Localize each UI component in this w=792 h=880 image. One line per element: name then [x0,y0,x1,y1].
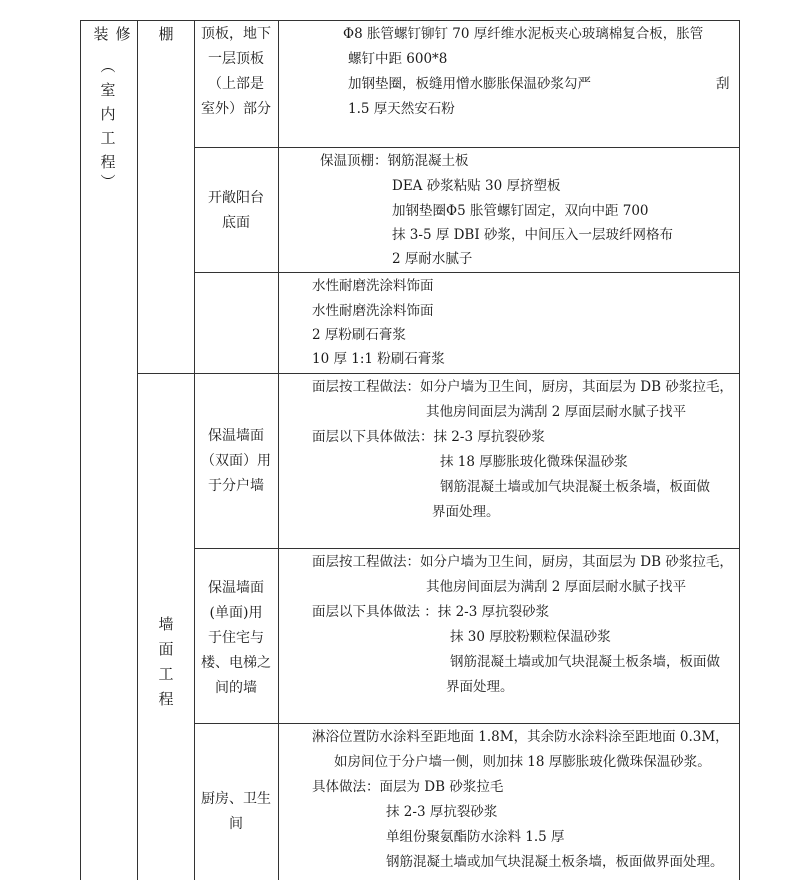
spec-line: 面层按工程做法：如分户墙为卫生间，厨房，其面层为 DB 砂浆拉毛， [312,554,733,570]
ceiling-section-label: 棚 [158,25,174,43]
spec-line: 界面处理。 [446,679,514,695]
spec-line: 其他房间面层为满刮 2 厚面层耐水腻子找平 [426,579,687,595]
col-divider-1 [137,20,138,880]
spec-line: 淋浴位置防水涂料至距地面 1.8M，其余防水涂料涂至距地面 0.3M， [312,729,729,745]
row-label-line: 保温墙面 [208,428,264,444]
spec-line: 2 厚粉刷石膏浆 [312,327,406,343]
spec-line: 界面处理。 [432,504,500,520]
row-divider-5 [194,723,740,724]
spec-line: 抹 2-3 厚抗裂砂浆 [386,804,498,820]
spec-line: 抹 3-5 厚 DBI 砂浆，中间压入一层玻纤网格布 [392,227,673,243]
row-label-line: 顶板，地下 [201,26,271,42]
wall-section-char: 墙 [158,615,174,633]
row-label-line: 一层顶板 [208,51,264,67]
spec-line: 具体做法：面层为 DB 砂浆拉毛 [312,779,504,795]
spec-line: DEA 砂浆粘贴 30 厚挤塑板 [392,178,561,194]
spec-line: 水性耐磨洗涂料饰面 [312,278,434,294]
spec-line: 1.5 厚天然安石粉 [348,101,455,117]
spec-line: 水性耐磨洗涂料饰面 [312,303,434,319]
spec-line: 抹 18 厚膨胀玻化微珠保温砂浆 [440,454,628,470]
spec-line-extra: 刮 [716,76,730,92]
category-char: ︵ [100,57,116,75]
spec-line: 其他房间面层为满刮 2 厚面层耐水腻子找平 [426,404,687,420]
category-char: 工 [100,129,116,147]
row-label-line: （上部是 [208,76,264,92]
table-border-right [739,20,740,880]
wall-section-char: 程 [158,690,174,708]
wall-section-char: 工 [158,665,174,683]
row-label-line: （双面）用 [201,453,271,469]
row-divider-4 [194,548,740,549]
spec-line: 加钢垫圈Φ5 胀管螺钉固定，双向中距 700 [392,203,649,219]
row-divider-2 [194,272,740,273]
table-border-top [80,20,740,21]
spec-line: 10 厚 1:1 粉刷石膏浆 [312,351,445,367]
spec-line: 单组份聚氨酯防水涂料 1.5 厚 [386,829,565,845]
spec-line: 钢筋混凝土墙或加气块混凝土板条墙，板面做界面处理。 [386,854,724,870]
spec-line: 如房间位于分户墙一侧，则加抹 18 厚膨胀玻化微珠保温砂浆。 [334,754,711,770]
row-label-line: 厨房、卫生 [201,791,271,807]
row-label-line: 开敞阳台 [208,190,264,206]
row-label-line: 间 [229,816,243,832]
category-char: 程 [100,153,116,171]
spec-line: 螺钉中距 600*8 [348,51,448,67]
col-divider-3 [278,20,279,880]
spec-line: 加钢垫圈，板缝用憎水膨胀保温砂浆勾严 [348,76,591,92]
row-divider-1 [194,147,740,148]
spec-line: 面层以下具体做法：抹 2-3 厚抗裂砂浆 [312,429,545,445]
category-char: 室 [100,81,116,99]
row-label-line: 于住宅与 [208,630,264,646]
spec-line: 钢筋混凝土墙或加气块混凝土板条墙，板面做 [440,479,710,495]
row-label-line: 楼、电梯之 [201,655,271,671]
spec-line: 保温顶棚：钢筋混凝土板 [320,153,469,169]
wall-section-char: 面 [158,640,174,658]
category-char: 修 [115,25,131,43]
row-label-line: 于分户墙 [208,478,264,494]
spec-line: 2 厚耐水腻子 [392,251,473,267]
row-label-line: 保温墙面 [208,580,264,596]
col-divider-2 [194,20,195,880]
category-char: 装 [93,25,109,43]
spec-line: Φ8 胀管螺钉铆钉 70 厚纤维水泥板夹心玻璃棉复合板，胀管 [343,26,704,42]
row-label-line: 底面 [222,215,250,231]
spec-line: 面层按工程做法：如分户墙为卫生间，厨房，其面层为 DB 砂浆拉毛， [312,379,733,395]
row-label-line: (单面)用 [209,605,263,621]
row-label-line: 室外）部分 [201,101,271,117]
spec-line: 抹 30 厚胶粉颗粒保温砂浆 [450,629,611,645]
category-char: 内 [100,105,116,123]
category-char: ︶ [100,173,116,191]
row-label-line: 间的墙 [215,680,257,696]
table-border-left [80,20,81,880]
section-divider [137,373,740,374]
spec-line: 钢筋混凝土墙或加气块混凝土板条墙，板面做 [450,654,720,670]
spec-line: 面层以下具体做法 ：抹 2-3 厚抗裂砂浆 [312,604,550,620]
